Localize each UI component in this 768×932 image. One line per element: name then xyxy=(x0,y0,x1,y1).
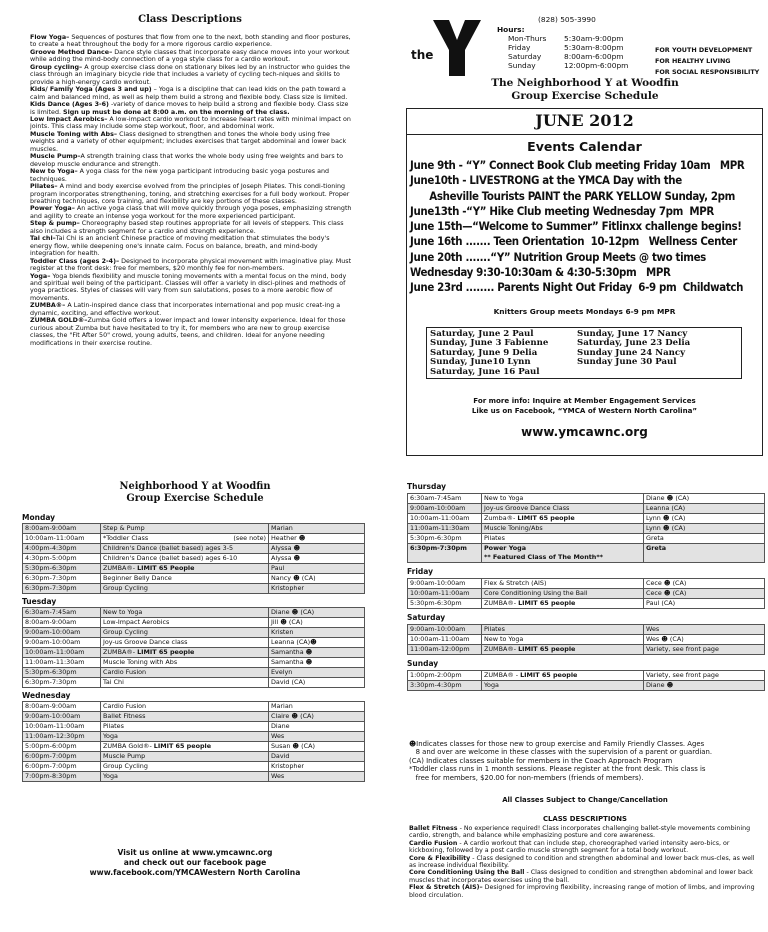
table-row xyxy=(23,608,365,618)
class-time: 9:00am-10:00am xyxy=(408,579,482,589)
calendar-entry: Sunday June 30 Paul xyxy=(577,357,677,368)
class-name: Zumba®- LIMIT 65 people xyxy=(482,514,644,524)
class-time: 5:30pm-6:30pm xyxy=(23,564,101,574)
instructor: Claire ☻ (CA) xyxy=(269,712,365,722)
calendar-entry: Saturday, June 9 Delia xyxy=(430,347,538,358)
instructor: Greta xyxy=(644,544,765,563)
class-time: 10:00am-11:00am xyxy=(408,589,482,599)
instructor: Lynn ☻ (CA) xyxy=(644,514,765,524)
visit-line2: and check out our facebook page xyxy=(123,858,267,867)
class-name: Yoga xyxy=(101,732,269,742)
table-row xyxy=(408,645,765,655)
logo-the-text: the xyxy=(411,48,434,62)
hours-day: Mon-Thurs xyxy=(508,34,547,43)
class-name: Beginner Belly Dance xyxy=(101,574,269,584)
table-row xyxy=(23,574,365,584)
visit-line3[interactable]: www.facebook.com/YMCAWestern North Carolina xyxy=(89,868,301,877)
class-name: New to Yoga xyxy=(482,494,644,504)
class-time: 9:00am-10:00am xyxy=(23,628,101,638)
instructor: Variety, see front page xyxy=(644,671,765,681)
table-row xyxy=(408,544,765,563)
schedule-notes xyxy=(409,740,761,782)
hours-list xyxy=(508,34,628,70)
instructor: David (CA) xyxy=(269,678,365,688)
day-heading: Saturday xyxy=(407,613,446,622)
table-row xyxy=(23,752,365,762)
schedule-thu-sun xyxy=(407,481,764,691)
table-row xyxy=(23,712,365,722)
class-name: Low-Impact Aerobics xyxy=(101,618,269,628)
class-time: 9:00am-10:00am xyxy=(23,638,101,648)
class-name: Joy-us Groove Dance Class xyxy=(482,504,644,514)
class-time: 5:00pm-6:00pm xyxy=(23,742,101,752)
event-line: June 16th ....... Teen Orientation 10-12pm Wellness Center xyxy=(410,234,737,249)
table-row xyxy=(23,742,365,752)
schedule-table xyxy=(407,624,765,655)
table-row xyxy=(23,732,365,742)
table-row xyxy=(23,544,365,554)
calendar-entry: Sunday, June 17 Nancy xyxy=(577,328,688,339)
schedule-table xyxy=(407,493,765,563)
events-list xyxy=(410,158,762,296)
class-name: Step & Pump xyxy=(101,524,269,534)
class-descriptions-title: Class Descriptions xyxy=(138,14,242,25)
class-name: Ballet Fitness xyxy=(101,712,269,722)
table-row xyxy=(23,554,365,564)
hours-label: Hours: xyxy=(497,25,525,34)
class-time: 9:00am-10:00am xyxy=(408,504,482,514)
table-row xyxy=(408,514,765,524)
instructor: Wes xyxy=(269,772,365,782)
table-row xyxy=(23,648,365,658)
class-time: 6:00pm-7:00pm xyxy=(23,762,101,772)
schedule-title xyxy=(30,481,360,504)
visit-online xyxy=(30,848,360,878)
table-row xyxy=(23,772,365,782)
class-name: Muscle Toning/Abs xyxy=(482,524,644,534)
instructor: Cece ☻ (CA) xyxy=(644,589,765,599)
table-row xyxy=(408,671,765,681)
class-name: Cardio Fusion xyxy=(101,702,269,712)
class-name: ZUMBA®- LIMIT 65 people xyxy=(482,599,644,609)
table-row xyxy=(23,638,365,648)
class-name: Pilates xyxy=(101,722,269,732)
calendar-entry: Saturday, June 16 Paul xyxy=(430,367,540,378)
instructor: Kristopher xyxy=(269,584,365,594)
hours-day: Saturday xyxy=(508,52,542,61)
instructor: Kristopher xyxy=(269,762,365,772)
schedule-mon-wed xyxy=(22,512,364,782)
event-line: Wednesday 9:30-10:30am & 4:30-5:30pm MPR xyxy=(410,265,671,280)
table-row xyxy=(23,564,365,574)
table-row xyxy=(408,579,765,589)
class-time: 6:30am-7:45am xyxy=(408,494,482,504)
month-heading: JUNE 2012 xyxy=(407,109,762,135)
table-row xyxy=(23,762,365,772)
event-line: June10th - LIVESTRONG at the YMCA Day with the xyxy=(410,173,682,188)
instructor: Leanna (CA) xyxy=(644,504,765,514)
schedule-table xyxy=(22,523,365,594)
event-line: June 20th .......“Y” Nutrition Group Meets @ two times xyxy=(410,249,706,264)
class-time: 4:00pm-4:30pm xyxy=(23,544,101,554)
calendar-left-col xyxy=(430,330,548,378)
event-line: Asheville Tourists PAINT the PARK YELLOW Sunday, 2pm xyxy=(410,188,735,203)
class-time: 5:30pm-6:30pm xyxy=(408,599,482,609)
class-time: 10:00am-11:00am xyxy=(23,722,101,732)
class-time: 6:30pm-7:30pm xyxy=(408,544,482,563)
instructor: Greta xyxy=(644,534,765,544)
more-info xyxy=(407,396,762,416)
instructor: Paul xyxy=(269,564,365,574)
table-row xyxy=(23,722,365,732)
class-time: 10:00am-11:00am xyxy=(23,648,101,658)
class-descriptions-2: Ballet Fitness - No experience required! Class incorporates challenging ballet-style movements combining cardio, strength, and balance while emphasizing posture and core awareness. Cardio Fusion - A cardio workout that can include step, choreographed varied intensity aero-bics, or kickboxing, followed by a post cardio muscle strength segment for a total body workout. Core & Flexibility - Class designed to condition and strengthen abdominal and lower back mus-cles, as well as increase individual flexibility. Core Conditioning Using the Ball - Class designed to condition and strengthen abdominal and lower back muscles that incorporates exercises using the ball. Flex & Stretch (AIS)– Designed for improving flexibility, increasing range of motion of limbs, and improving blood circulation. xyxy=(409,825,755,899)
table-row xyxy=(23,678,365,688)
branch-title xyxy=(405,77,765,103)
class-time: 6:30pm-7:30pm xyxy=(23,584,101,594)
calendar-entry: Sunday, June 3 Fabienne xyxy=(430,338,549,349)
instructor: Lynn ☻ (CA) xyxy=(644,524,765,534)
class-time: 4:30pm-5:00pm xyxy=(23,554,101,564)
website-link[interactable]: www.ymcawnc.org xyxy=(521,424,648,439)
hours-row xyxy=(508,52,628,61)
schedule-table xyxy=(22,607,365,688)
instructor: Nancy ☻ (CA) xyxy=(269,574,365,584)
class-time: 10:00am-11:00am xyxy=(408,635,482,645)
hours-row xyxy=(508,61,628,70)
instructor: Variety, see front page xyxy=(644,645,765,655)
class-time: 6:30pm-7:30pm xyxy=(23,574,101,584)
class-name: Core Conditioning Using the Ball xyxy=(482,589,644,599)
class-time: 11:00am-12:00pm xyxy=(408,645,482,655)
instructor: David xyxy=(269,752,365,762)
class-name: Flex & Stretch (AIS) xyxy=(482,579,644,589)
class-descriptions-text: Flow Yoga– Sequences of postures that flow from one to the next, both standing and floor postures, to create a heat throughout the body for a more rigorous cardio experience. Groove Method Dance– Dance style classes that incorporate easy dance moves into your workout while adding the mind-body connection of a yoga style class for a cardio workout. Group cycling– A group exercise class done on stationary bikes led by an instructor who guides the class through an imaginary bicycle ride that includes a variety of cycling tech-niques and skills to provide a high-energy cardio workout. Kids/ Family Yoga (Ages 3 and up) – Yoga is a discipline that can lead kids on the path toward a calm and balanced mind, as well as help them build a strong and flexible body. Class size is limited. Kids Dance (Ages 3-6) -variety of dance moves to help build a strong and flexible body. Class size is limited. Sign up must be done at 8:00 a.m. on the morning of the class. Low Impact Aerobics– A low-impact cardio workout to increase heart rates with minimal impact on joints. This class may include some step workout, floor, and abdominal work. Muscle Toning with Abs– Class designed to strengthen and tones the whole body using free weights and a variety of other equipment; includes exercises that target abdominal and lower back muscles. Muscle Pump–A strength training class that works the whole body using free weights and bars to develop muscle endurance and strength. New to Yoga– A yoga class for the new yoga participant introducing basic yoga postures and techniques. Pilates– A mind and body exercise evolved from the principles of Joseph Pilates. This condi-tioning program incorporates strengthening, toning, and stretching exercises for a full body workout. Proper breathing techniques, core training, and flexibility are key portions of these classes. Power Yoga– An active yoga class that will move quickly through yoga poses, emphasizing strength and agility to create an intense yoga workout for the more experienced participant. Step & pump– Choreography based step routines appropriate for all levels of steppers. This class also includes a strength segment for a cardio and strength experience. Tai chi–Tai Chi is an ancient Chinese practice of moving meditation that stimulates the body's energy flow, while deepening one's innate calm. Focus on balance, breath, and mind-body integration for health. Toddler Class (ages 2-4)– Designed to incorporate physical movement with imaginative play. Must register at the front desk: free for members, $20 monthly fee for non-members. Yoga– Yoga blends flexibility and muscle toning movements with a mental focus on the mind, body and spiritual well being of the participant. Classes will offer a variety in disci-plines and methods of yoga practices. Styles of classes will vary from sun salutations, poses to a more aerobic flow of movements. ZUMBA®– A Latin-inspired dance class that incorporates international and pop music creat-ing a dynamic, exciting, and effective workout. ZUMBA GOLD®–Zumba Gold offers a lower impact and lower intensity experience. Ideal for those curious about Zumba but have hesitated to try it, for members who are new to group exercise classes, the "Fit After 50" crowd, young adults, teens, and children. Ideal for anyone needing modifications in their exercise routine. xyxy=(30,34,352,347)
table-row xyxy=(23,628,365,638)
class-name: Yoga xyxy=(482,681,644,691)
phone-number: (828) 505-3990 xyxy=(538,15,596,24)
class-name: ZUMBA Gold®- LIMIT 65 people xyxy=(101,742,269,752)
class-time: 6:30pm-7:30pm xyxy=(23,678,101,688)
table-row xyxy=(408,534,765,544)
class-name: ZUMBA®- LIMIT 65 People xyxy=(101,564,269,574)
instructor: Paul (CA) xyxy=(644,599,765,609)
note-line: (CA) Indicates classes suitable for members in the Coach Approach Program xyxy=(409,756,673,765)
branch-title-line1: The Neighborhood Y at Woodfin xyxy=(491,77,679,89)
instructor: Marian xyxy=(269,702,365,712)
calendar-entry: Saturday, June 23 Delia xyxy=(577,338,691,349)
day-heading: Sunday xyxy=(407,659,439,668)
hours-time: 12:00pm-6:00pm xyxy=(564,61,629,70)
table-row xyxy=(408,494,765,504)
class-name: New to Yoga xyxy=(482,635,644,645)
class-time: 11:00am-12:30pm xyxy=(23,732,101,742)
knitters-group: Knitters Group meets Mondays 6-9 pm MPR xyxy=(493,306,676,316)
instructor: Marian xyxy=(269,524,365,534)
table-row xyxy=(408,504,765,514)
class-time: 8:00am-9:00am xyxy=(23,702,101,712)
class-name: ZUMBA®- LIMIT 65 people xyxy=(482,645,644,655)
instructor: Heather ☻ xyxy=(269,534,365,544)
y-mottos xyxy=(655,45,759,78)
instructor: Diane xyxy=(269,722,365,732)
hours-row xyxy=(508,43,628,52)
table-row xyxy=(408,599,765,609)
instructor: Cece ☻ (CA) xyxy=(644,579,765,589)
instructor: Alyssa ☻ xyxy=(269,554,365,564)
class-time: 11:00am-11:30am xyxy=(23,658,101,668)
motto-youth: FOR YOUTH DEVELOPMENT xyxy=(655,46,753,54)
info-line2: Like us on Facebook, “YMCA of Western North Carolina” xyxy=(471,405,698,415)
class-name: Tai Chi xyxy=(101,678,269,688)
class-name: Joy-us Groove Dance class xyxy=(101,638,269,648)
class-name: Yoga xyxy=(101,772,269,782)
visit-line1: Visit us online at www.ymcawnc.org xyxy=(117,848,273,857)
calendar-entry: Sunday June 24 Nancy xyxy=(577,347,686,358)
hours-time: 5:30am-8:00pm xyxy=(564,43,624,52)
instructor: Diane ☻ xyxy=(644,681,765,691)
class-time: 11:00am-11:30am xyxy=(408,524,482,534)
table-row xyxy=(408,625,765,635)
table-row xyxy=(23,702,365,712)
class-descriptions-heading: CLASS DESCRIPTIONS xyxy=(542,815,627,823)
class-time: 5:30pm-6:30pm xyxy=(408,534,482,544)
instructor: Diane ☻ (CA) xyxy=(644,494,765,504)
class-time: 3:30pm-4:30pm xyxy=(408,681,482,691)
class-time: 8:00am-9:00am xyxy=(23,618,101,628)
class-name: Muscle Toning with Abs xyxy=(101,658,269,668)
calendar-entry: Saturday, June 2 Paul xyxy=(430,328,534,339)
ymca-logo xyxy=(411,16,483,78)
note-line: 8 and over are welcome in these classes with the supervision of a parent or guardian. xyxy=(409,748,713,757)
table-row xyxy=(408,681,765,691)
motto-healthy: FOR HEALTHY LIVING xyxy=(655,57,731,65)
instructor: Kristen xyxy=(269,628,365,638)
class-name: Group Cycling xyxy=(101,628,269,638)
hours-row xyxy=(508,34,628,43)
class-name: New to Yoga xyxy=(101,608,269,618)
class-name: ZUMBA® - LIMIT 65 people xyxy=(482,671,644,681)
class-time: 10:00am-11:00am xyxy=(23,534,101,544)
note-line: free for members, $20.00 for non-members (friends of members). xyxy=(409,773,644,782)
class-name: Pilates xyxy=(482,625,644,635)
class-time: 7:00pm-8:30pm xyxy=(23,772,101,782)
table-row xyxy=(408,589,765,599)
event-line: June13th -“Y” Hike Club meeting Wednesday 7pm MPR xyxy=(410,203,714,218)
instructor-calendar xyxy=(426,327,742,379)
class-name: Pilates xyxy=(482,534,644,544)
class-name: Cardio Fusion xyxy=(101,668,269,678)
class-name: Group Cycling xyxy=(101,762,269,772)
table-row xyxy=(23,668,365,678)
hours-day: Sunday xyxy=(508,61,536,70)
instructor: Diane ☻ (CA) xyxy=(269,608,365,618)
schedule-title-line1: Neighborhood Y at Woodfin xyxy=(119,481,271,492)
table-row xyxy=(23,534,365,544)
calendar-entry: Sunday, June10 Lynn xyxy=(430,357,531,368)
day-heading: Thursday xyxy=(407,482,447,491)
day-heading: Tuesday xyxy=(22,597,57,606)
class-time: 5:30pm-6:30pm xyxy=(23,668,101,678)
event-line: June 9th - “Y” Connect Book Club meeting Friday 10am MPR xyxy=(410,158,745,172)
class-time: 10:00am-11:00am xyxy=(408,514,482,524)
note-line: ☻Indicates classes for those new to group exercise and Family Friendly Classes. Ages xyxy=(409,740,705,748)
class-time: 6:30am-7:45am xyxy=(23,608,101,618)
table-row xyxy=(23,658,365,668)
day-heading: Monday xyxy=(22,513,56,522)
class-name: Children's Dance (ballet based) ages 6-10 xyxy=(101,554,269,564)
table-row xyxy=(23,618,365,628)
class-name: Children's Dance (ballet based) ages 3-5 xyxy=(101,544,269,554)
event-line: June 15th—“Welcome to Summer” Fitlinxx challenge begins! xyxy=(410,219,742,234)
class-name: Group Cycling xyxy=(101,584,269,594)
class-time: 8:00am-9:00am xyxy=(23,524,101,534)
instructor: Susan ☻ (CA) xyxy=(269,742,365,752)
branch-title-line2: Group Exercise Schedule xyxy=(511,90,659,102)
event-line: June 23rd ........ Parents Night Out Friday 6-9 pm Childwatch xyxy=(410,280,744,295)
class-time: 9:00am-10:00am xyxy=(23,712,101,722)
class-name: Muscle Pump xyxy=(101,752,269,762)
instructor: Alyssa ☻ xyxy=(269,544,365,554)
class-name: ZUMBA®- LIMIT 65 people xyxy=(101,648,269,658)
hours-time: 8:00am-6:00pm xyxy=(564,52,624,61)
instructor: Evelyn xyxy=(269,668,365,678)
schedule-table xyxy=(407,670,765,691)
motto-social: FOR SOCIAL RESPONSIBILITY xyxy=(655,68,760,76)
instructor: Wes xyxy=(269,732,365,742)
events-calendar-title: Events Calendar xyxy=(527,139,642,154)
table-row xyxy=(23,524,365,534)
day-heading: Wednesday xyxy=(22,691,71,700)
instructor: Wes ☻ (CA) xyxy=(644,635,765,645)
schedule-title-line2: Group Exercise Schedule xyxy=(126,492,264,504)
info-line1: For more info: Inquire at Member Engagement Services xyxy=(473,395,696,405)
calendar-right-col xyxy=(577,330,690,368)
table-row xyxy=(23,584,365,594)
instructor: Wes xyxy=(644,625,765,635)
hours-time: 5:30am-9:00pm xyxy=(564,34,624,43)
instructor: Jill ☻ (CA) xyxy=(269,618,365,628)
class-time: 9:00am-10:00am xyxy=(408,625,482,635)
instructor: Samantha ☻ xyxy=(269,658,365,668)
schedule-table xyxy=(407,578,765,609)
instructor: Samantha ☻ xyxy=(269,648,365,658)
table-row xyxy=(408,635,765,645)
instructor: Leanna (CA)☻ xyxy=(269,638,365,648)
schedule-table xyxy=(22,701,365,782)
subject-to-change: All Classes Subject to Change/Cancellation xyxy=(502,796,668,804)
class-time: 1:00pm-2:00pm xyxy=(408,671,482,681)
class-name: Power Yoga ** Featured Class of The Month** xyxy=(482,544,644,563)
day-heading: Friday xyxy=(407,567,434,576)
table-row xyxy=(408,524,765,534)
class-time: 6:00pm-7:00pm xyxy=(23,752,101,762)
hours-day: Friday xyxy=(508,43,531,52)
events-box xyxy=(406,108,763,456)
note-line: *Toddler class runs in 1 month sessions. Please register at the front desk. This class is xyxy=(409,765,706,774)
class-name: *Toddler Class (see note) xyxy=(101,534,269,544)
